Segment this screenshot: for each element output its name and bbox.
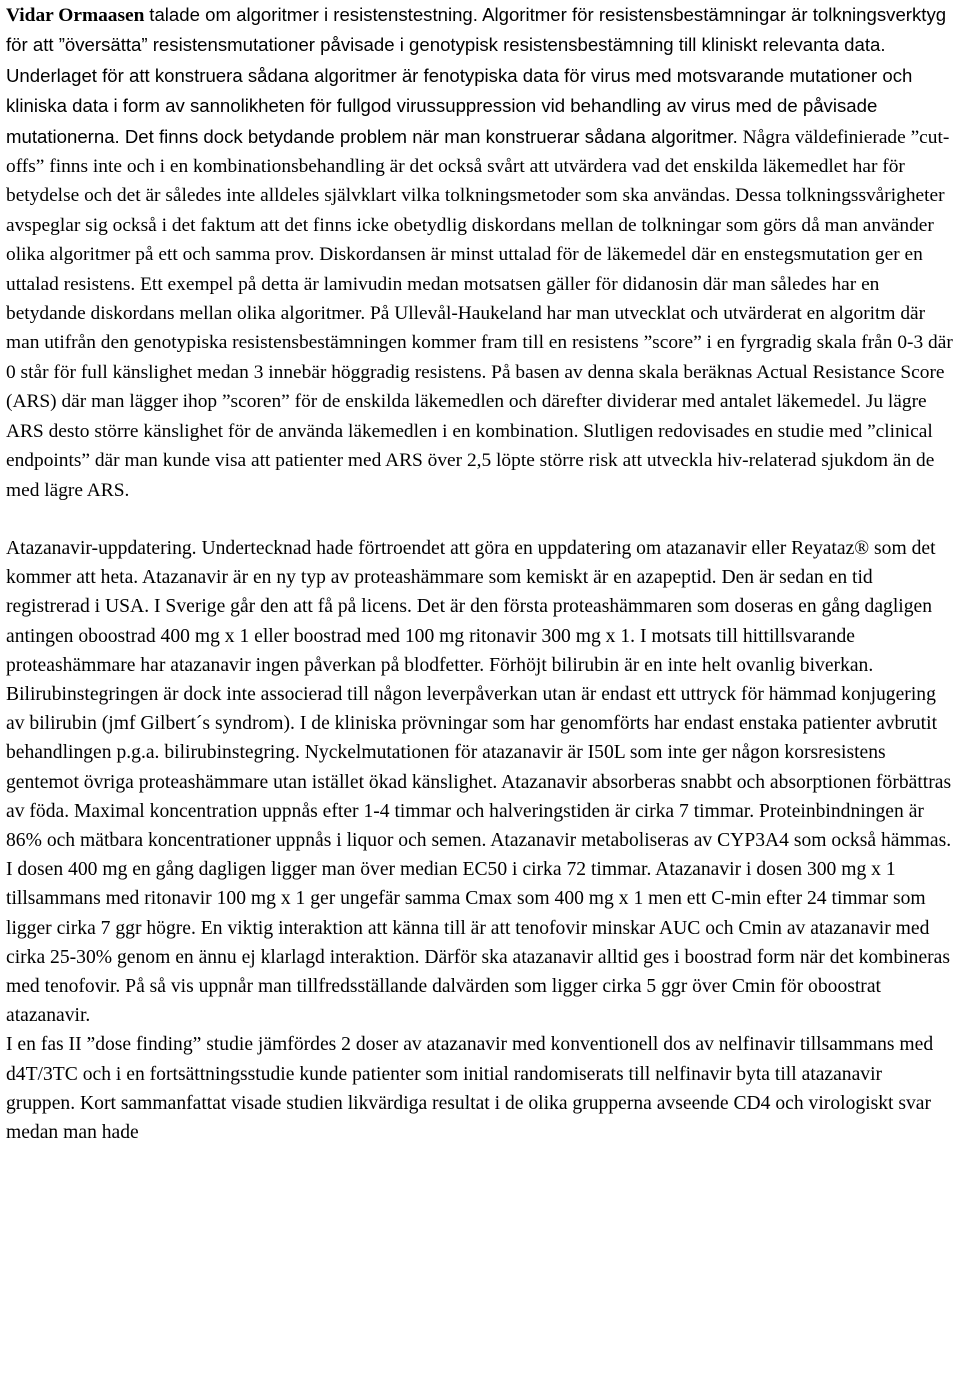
paragraph-dose-finding-study: I en fas II ”dose finding” studie jämfördes 2 doser av atazanavir med konventionell dos av nelfinavir tillsammans med d4T/3TC och i en fortsättningsstudie kunde patienter som initial randomiserats till nelfinavir byta till atazanavir gruppen. Kort sammanfattat visade studien likvärdiga resultat i de olika grupperna avseende CD4 och virologiskt svar medan man hade: [6, 1034, 934, 1143]
author-name: Vidar Ormaasen: [6, 5, 145, 26]
section-atazanavir-update: [6, 534, 954, 1147]
paragraph-continued-text: Några väldefinierade ”cut-offs” finns inte och i en kombinationsbehandling är det också svårt att utvärdera vad det enskilda läkemedlet har för betydelse och det är således inte alldeles självklart vilka tolkningsmetoder som ska användas. Dessa tolkningssvårigheter avspeglar sig också i det faktum att det finns icke obetydlig diskordans mellan de tolkningar som görs då man använder olika algoritmer på ett och samma prov. Diskordansen är minst uttalad för de läkemedel där en enstegsmutation ger en uttalad resistens. Ett exempel på detta är lamivudin medan motsatsen gäller för didanosin där man således har en betydande diskordans mellan olika algoritmer. På Ullevål-Haukeland har man utvecklat och utvärderat en algoritm där man utifrån den genotypiska resistensbestämningen kommer fram till en resistens ”score” i en fyrgradig skala från 0-3 där 0 står för full känslighet medan 3 innebär höggradig resistens. På basen av denna skala beräknas Actual Resistance Score (ARS) där man lägger ihop ”scoren” för de enskilda läkemedlen och därefter dividerar med antalet läkemedel. Ju lägre ARS desto större känslighet för de använda läkemedlen i en kombination. Slutligen redovisades en studie med ”clinical endpoints” där man kunde visa att patienter med ARS över 2,5 löpte större risk att utveckla hiv-relaterad sjukdom än de med lägre ARS.: [6, 126, 953, 501]
paragraph-atazanavir: Atazanavir-uppdatering. Undertecknad hade förtroendet att göra en uppdatering om atazanavir eller Reyataz® som det kommer att heta. Atazanavir är en ny typ av proteashämmare som kemiskt är en azapeptid. Den är sedan en tid registrerad i USA. I Sverige går den att få på licens. Det är den första proteashämmaren som doseras en gång dagligen antingen oboostrad 400 mg x 1 eller boostrad med 100 mg ritonavir 300 mg x 1. I motsats till hittillsvarande proteashämmare har atazanavir ingen påverkan på blodfetter. Förhöjt bilirubin är en inte helt ovanlig biverkan. Bilirubinstegringen är dock inte associerad till någon leverpåverkan utan är endast ett uttryck för hämmad konjugering av bilirubin (jmf Gilbert´s syndrom). I de kliniska prövningar som har genomförts har endast enstaka patienter avbrutit behandlingen p.g.a. bilirubinstegring. Nyckelmutationen för atazanavir är I50L som inte ger någon korsresistens gentemot övriga proteashämmare utan istället ökad känslighet. Atazanavir absorberas snabbt och absorptionen förbättras av föda. Maximal koncentration uppnås efter 1-4 timmar och halveringstiden är cirka 7 timmar. Proteinbindningen är 86% och mätbara koncentrationer uppnås i liquor och semen. Atazanavir metaboliseras av CYP3A4 som också hämmas. I dosen 400 mg en gång dagligen ligger man över median EC50 i cirka 72 timmar. Atazanavir i dosen 300 mg x 1 tillsammans med ritonavir 100 mg x 1 ger ungefär samma Cmax som 400 mg x 1 men ett C-min efter 24 timmar som ligger cirka 7 ggr högre. En viktig interaktion att känna till är att tenofovir minskar AUC och Cmin av atazanavir med cirka 25-30% genom en ännu ej klarlagd interaktion. Därför ska atazanavir alltid ges i boostrad form när det kombineras med tenofovir. På så vis uppnår man tillfredsställande dalvärden som ligger cirka 5 ggr över Cmin för oboostrat atazanavir.: [6, 537, 952, 1027]
paragraph-intro-text: talade om algoritmer i resistenstestning. Algoritmer för resistensbestämningar är tolkningsverktyg för att ”översätta” resistensmutationer påvisade i genotypisk resistensbestämning till kliniskt relevanta data. Underlaget för att konstruera sådana algoritmer är fenotypiska data för virus med motsvarande mutationer och kliniska data i form av sannolikheten för fullgod virussuppression vid behandling av virus med de påvisade mutationerna. Det finns dock betydande problem när man konstruerar sådana algoritmer.: [6, 4, 947, 147]
paragraph-resistance-algorithms: [6, 0, 954, 505]
